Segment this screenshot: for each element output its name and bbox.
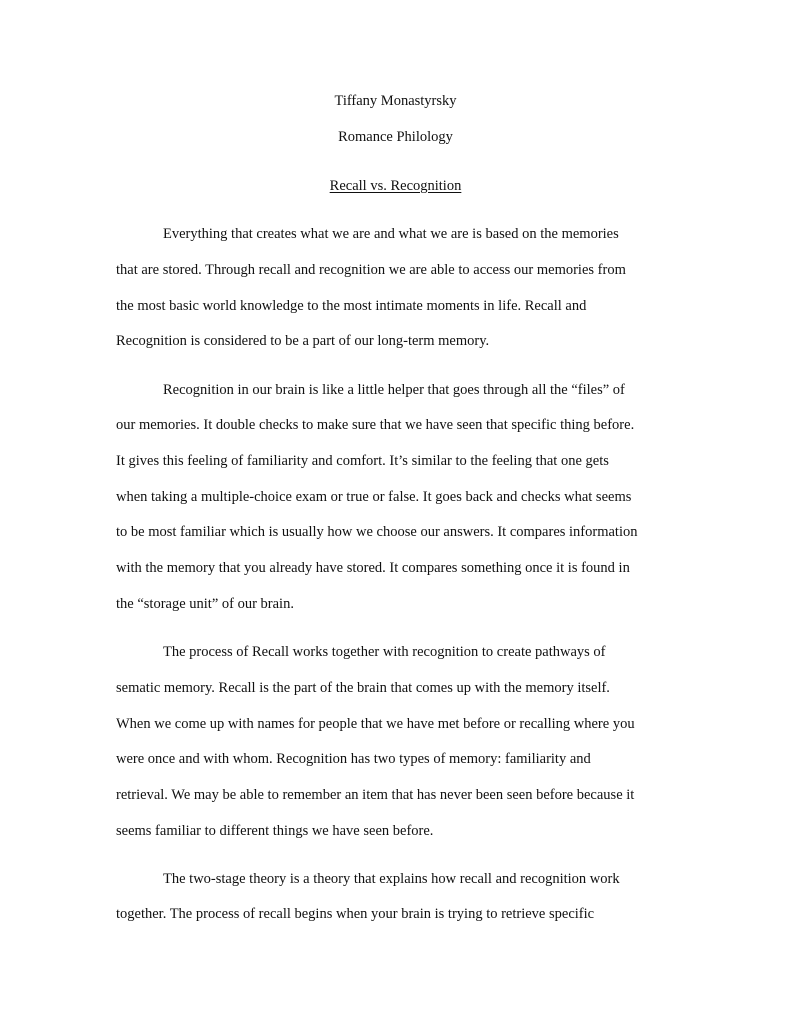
author-name: Tiffany Monastyrsky: [334, 93, 457, 109]
paragraph-line: our memories. It double checks to make sure that we have seen that specific thing before.: [116, 417, 635, 433]
paragraph-line: with the memory that you already have stored. It compares something once it is found in: [116, 560, 630, 576]
paragraph-line: Everything that creates what we are and what we are is based on the memories: [163, 226, 619, 242]
paragraph-line: together. The process of recall begins when your brain is trying to retrieve specific: [116, 906, 595, 922]
essay-title: Recall vs. Recognition: [329, 178, 462, 194]
paragraph-line: Recognition is considered to be a part of our long-term memory.: [116, 333, 490, 349]
paragraph-line: the “storage unit” of our brain.: [116, 596, 294, 612]
paragraph-line: sematic memory. Recall is the part of the brain that comes up with the memory itself.: [116, 680, 610, 696]
paragraph-line: Recognition in our brain is like a little helper that goes through all the “files” of: [163, 382, 625, 398]
course-name: Romance Philology: [338, 129, 453, 145]
paragraph-line: retrieval. We may be able to remember an item that has never been seen before because it: [116, 787, 635, 803]
paragraph-line: The two-stage theory is a theory that explains how recall and recognition work: [163, 871, 620, 887]
paragraph-line: when taking a multiple-choice exam or true or false. It goes back and checks what seems: [116, 489, 632, 505]
paragraph-line: The process of Recall works together with recognition to create pathways of: [163, 644, 606, 660]
paragraph-line: the most basic world knowledge to the most intimate moments in life. Recall and: [116, 298, 587, 314]
paragraph-line: were once and with whom. Recognition has two types of memory: familiarity and: [116, 751, 591, 767]
paragraph-line: seems familiar to different things we have seen before.: [116, 823, 434, 839]
paragraph-line: When we come up with names for people that we have met before or recalling where you: [116, 716, 635, 732]
paragraph-line: It gives this feeling of familiarity and comfort. It’s similar to the feeling that one gets: [116, 453, 609, 469]
paragraph-line: to be most familiar which is usually how we choose our answers. It compares information: [116, 524, 638, 540]
paragraph-line: that are stored. Through recall and recognition we are able to access our memories from: [116, 262, 626, 278]
